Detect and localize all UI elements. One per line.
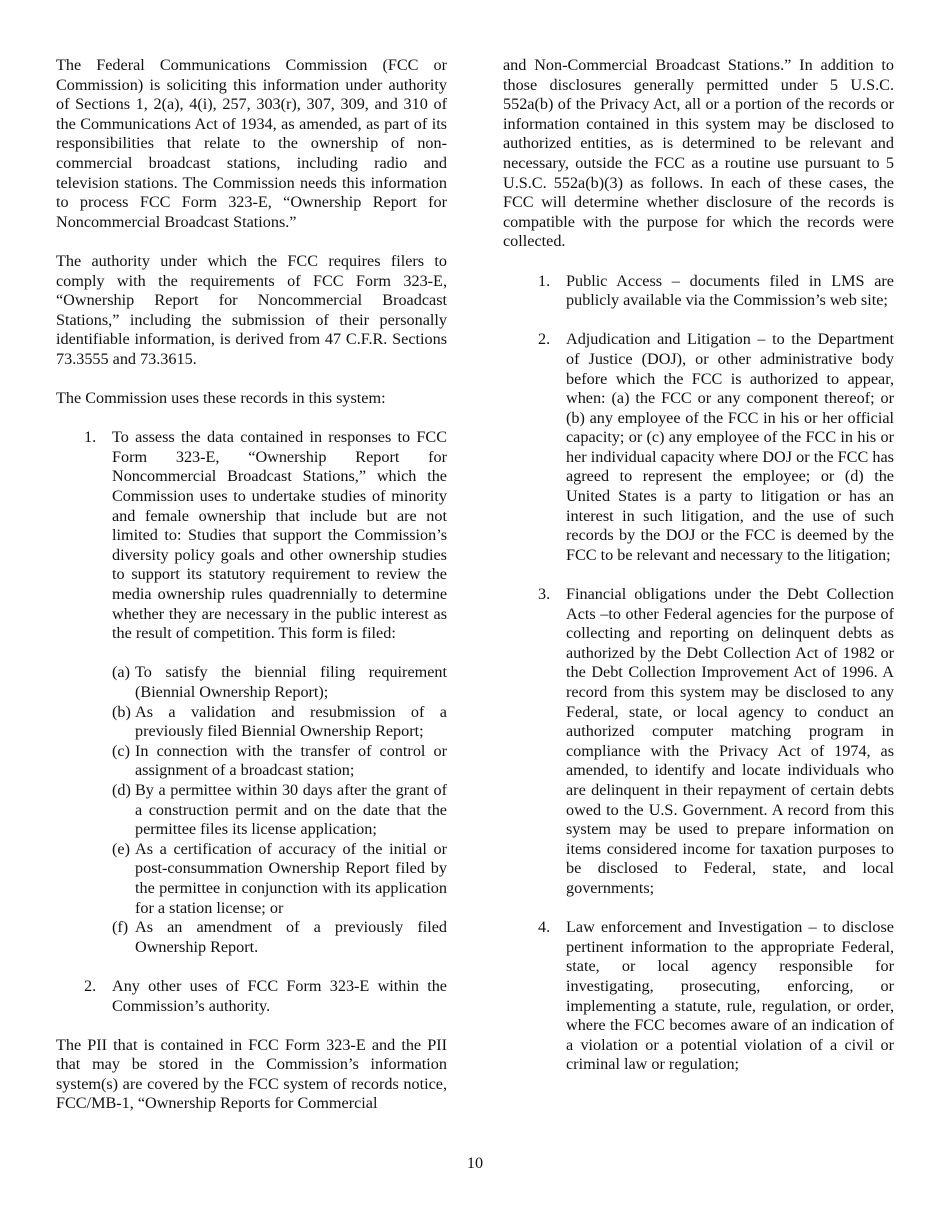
list-number: 3. <box>538 585 551 604</box>
list-item-text: Financial obligations under the Debt Collection Acts –to other Federal agencies for the purpose of collecting and reporting on delinquent debts as authorized by the Debt Collection Act of 1982 or the Debt Collection Improvement Act of 1996. A record from this system may be disclosed to any Federal, state, or local agency to conduct an authorized computer matching program in compliance with the Privacy Act of 1974, as amended, to identify and locate individuals who are delinquent in their repayment of certain debts owed to the U.S. Government. A record from this system may be used to prepare information on items considered income for taxation purposes to be disclosed to Federal, state, and local governments; <box>566 585 894 897</box>
sublist-letter: (c) <box>112 741 130 760</box>
sublist-letter: (d) <box>112 780 131 799</box>
list-item-text: Adjudication and Litigation – to the Department of Justice (DOJ), or other administrative body before which the FCC is authorized to appear, when: (a) the FCC or any component thereof; or (b) any employee of the FCC in his or her official capacity; or (c) any employee of the FCC in his or her individual capacity where DOJ or the FCC has agreed to represent the employee; or (d) the United States is a party to litigation or has an interest in such litigation, and the use of such records by the DOJ or the FCC is deemed by the FCC to be relevant and necessary to the litigation; <box>566 330 894 564</box>
list-number: 2. <box>538 330 551 349</box>
sublist-letter: (f) <box>112 918 129 937</box>
uses-item-2 <box>56 977 447 1016</box>
form-filing-sublist <box>112 663 447 957</box>
uses-heading: The Commission uses these records in this system: <box>56 389 386 408</box>
uses-list <box>56 428 447 1016</box>
list-item-text: Any other uses of FCC Form 323-E within the Commission’s authority. <box>112 976 447 1015</box>
list-item-text: To assess the data contained in responses to FCC Form 323-E, “Ownership Report for Noncommercial Broadcast Stations,” which the Commission uses to undertake studies of minority and female ownership that include but are not limited to: Studies that support the Commission’s diversity policy goals and other ownership studies to support its statutory requirement to review the media ownership rules quadrennially to determine whether they are necessary in the public interest as the result of competition. This form is filed: <box>112 428 447 643</box>
sublist-letter: (b) <box>112 702 131 721</box>
routine-use-1 <box>503 272 894 311</box>
routine-use-3 <box>503 585 894 899</box>
list-number: 1. <box>84 428 97 447</box>
sublist-letter: (a) <box>112 663 130 682</box>
list-item-text: Law enforcement and Investigation – to disclose pertinent information to the appropriate Federal, state, or local agency responsible for investigating, prosecuting, enforcing, or implementing a statute, rule, regulation, or order, where the FCC becomes aware of an indication of a violation or a potential violation of a civil or criminal law or regulation; <box>566 918 894 1074</box>
list-number: 2. <box>84 976 97 995</box>
sublist-item-text: As a validation and resubmission of a previously filed Biennial Ownership Report; <box>135 702 447 741</box>
sublist-item-d <box>112 781 447 840</box>
intro-paragraph: The Federal Communications Commission (FCC or Commission) is soliciting this information under authority of Sections 1, 2(a), 4(i), 257, 303(r), 307, 309, and 310 of the Communications Act of 1934, as amended, as part of its responsibilities that relate to the ownership of non-commercial broadcast stations, including radio and television stations. The Commission needs this information to process FCC Form 323-E, “Ownership Report for Noncommercial Broadcast Stations.” <box>56 56 447 231</box>
sublist-letter: (e) <box>112 839 130 858</box>
continuation-paragraph: and Non-Commercial Broadcast Stations.” In addition to those disclosures generally permitted under 5 U.S.C. 552a(b) of the Privacy Act, all or a portion of the records or information contained in this system may be disclosed to authorized entities, as is determined to be relevant and necessary, outside the FCC as a routine use pursuant to 5 U.S.C. 552a(b)(3) as follows. In each of these cases, the FCC will determine whether disclosure of the records is compatible with the purpose for which the records were collected. <box>503 56 894 251</box>
sublist-item-a <box>112 663 447 702</box>
sublist-item-text: As a certification of accuracy of the initial or post-consummation Ownership Report filed by the permittee in conjunction with its application for a station license; or <box>135 839 447 917</box>
left-column <box>56 56 447 1114</box>
pii-paragraph: The PII that is contained in FCC Form 323-E and the PII that may be stored in the Commission’s information system(s) are covered by the FCC system of records notice, FCC/MB-1, “Ownership Reports for Commercial <box>56 1035 447 1113</box>
uses-item-1 <box>56 428 447 957</box>
authority-paragraph: The authority under which the FCC requires filers to comply with the requirements of FCC Form 323-E, “Ownership Report for Noncommercial Broadcast Stations,” including the submission of their personally identifiable information, is derived from 47 C.F.R. Sections 73.3555 and 73.3615. <box>56 251 447 368</box>
right-column <box>503 56 894 1094</box>
sublist-item-e <box>112 840 447 918</box>
sublist-item-text: As an amendment of a previously filed Ownership Report. <box>135 918 447 956</box>
page-number: 10 <box>466 1154 484 1172</box>
sublist-item-text: In connection with the transfer of control or assignment of a broadcast station; <box>135 741 447 780</box>
list-number: 1. <box>538 271 551 290</box>
routine-uses-list <box>503 272 894 1075</box>
list-item-text: Public Access – documents filed in LMS are publicly available via the Commission’s web site; <box>566 271 894 310</box>
sublist-item-text: By a permittee within 30 days after the grant of a construction permit and on the date that the permittee files its license application; <box>135 780 447 839</box>
sublist-item-c <box>112 742 447 781</box>
routine-use-4 <box>503 918 894 1075</box>
sublist-item-f <box>112 918 447 957</box>
routine-use-2 <box>503 330 894 565</box>
list-number: 4. <box>538 918 551 937</box>
sublist-item-text: To satisfy the biennial filing requirement (Biennial Ownership Report); <box>135 663 447 701</box>
sublist-item-b <box>112 703 447 742</box>
